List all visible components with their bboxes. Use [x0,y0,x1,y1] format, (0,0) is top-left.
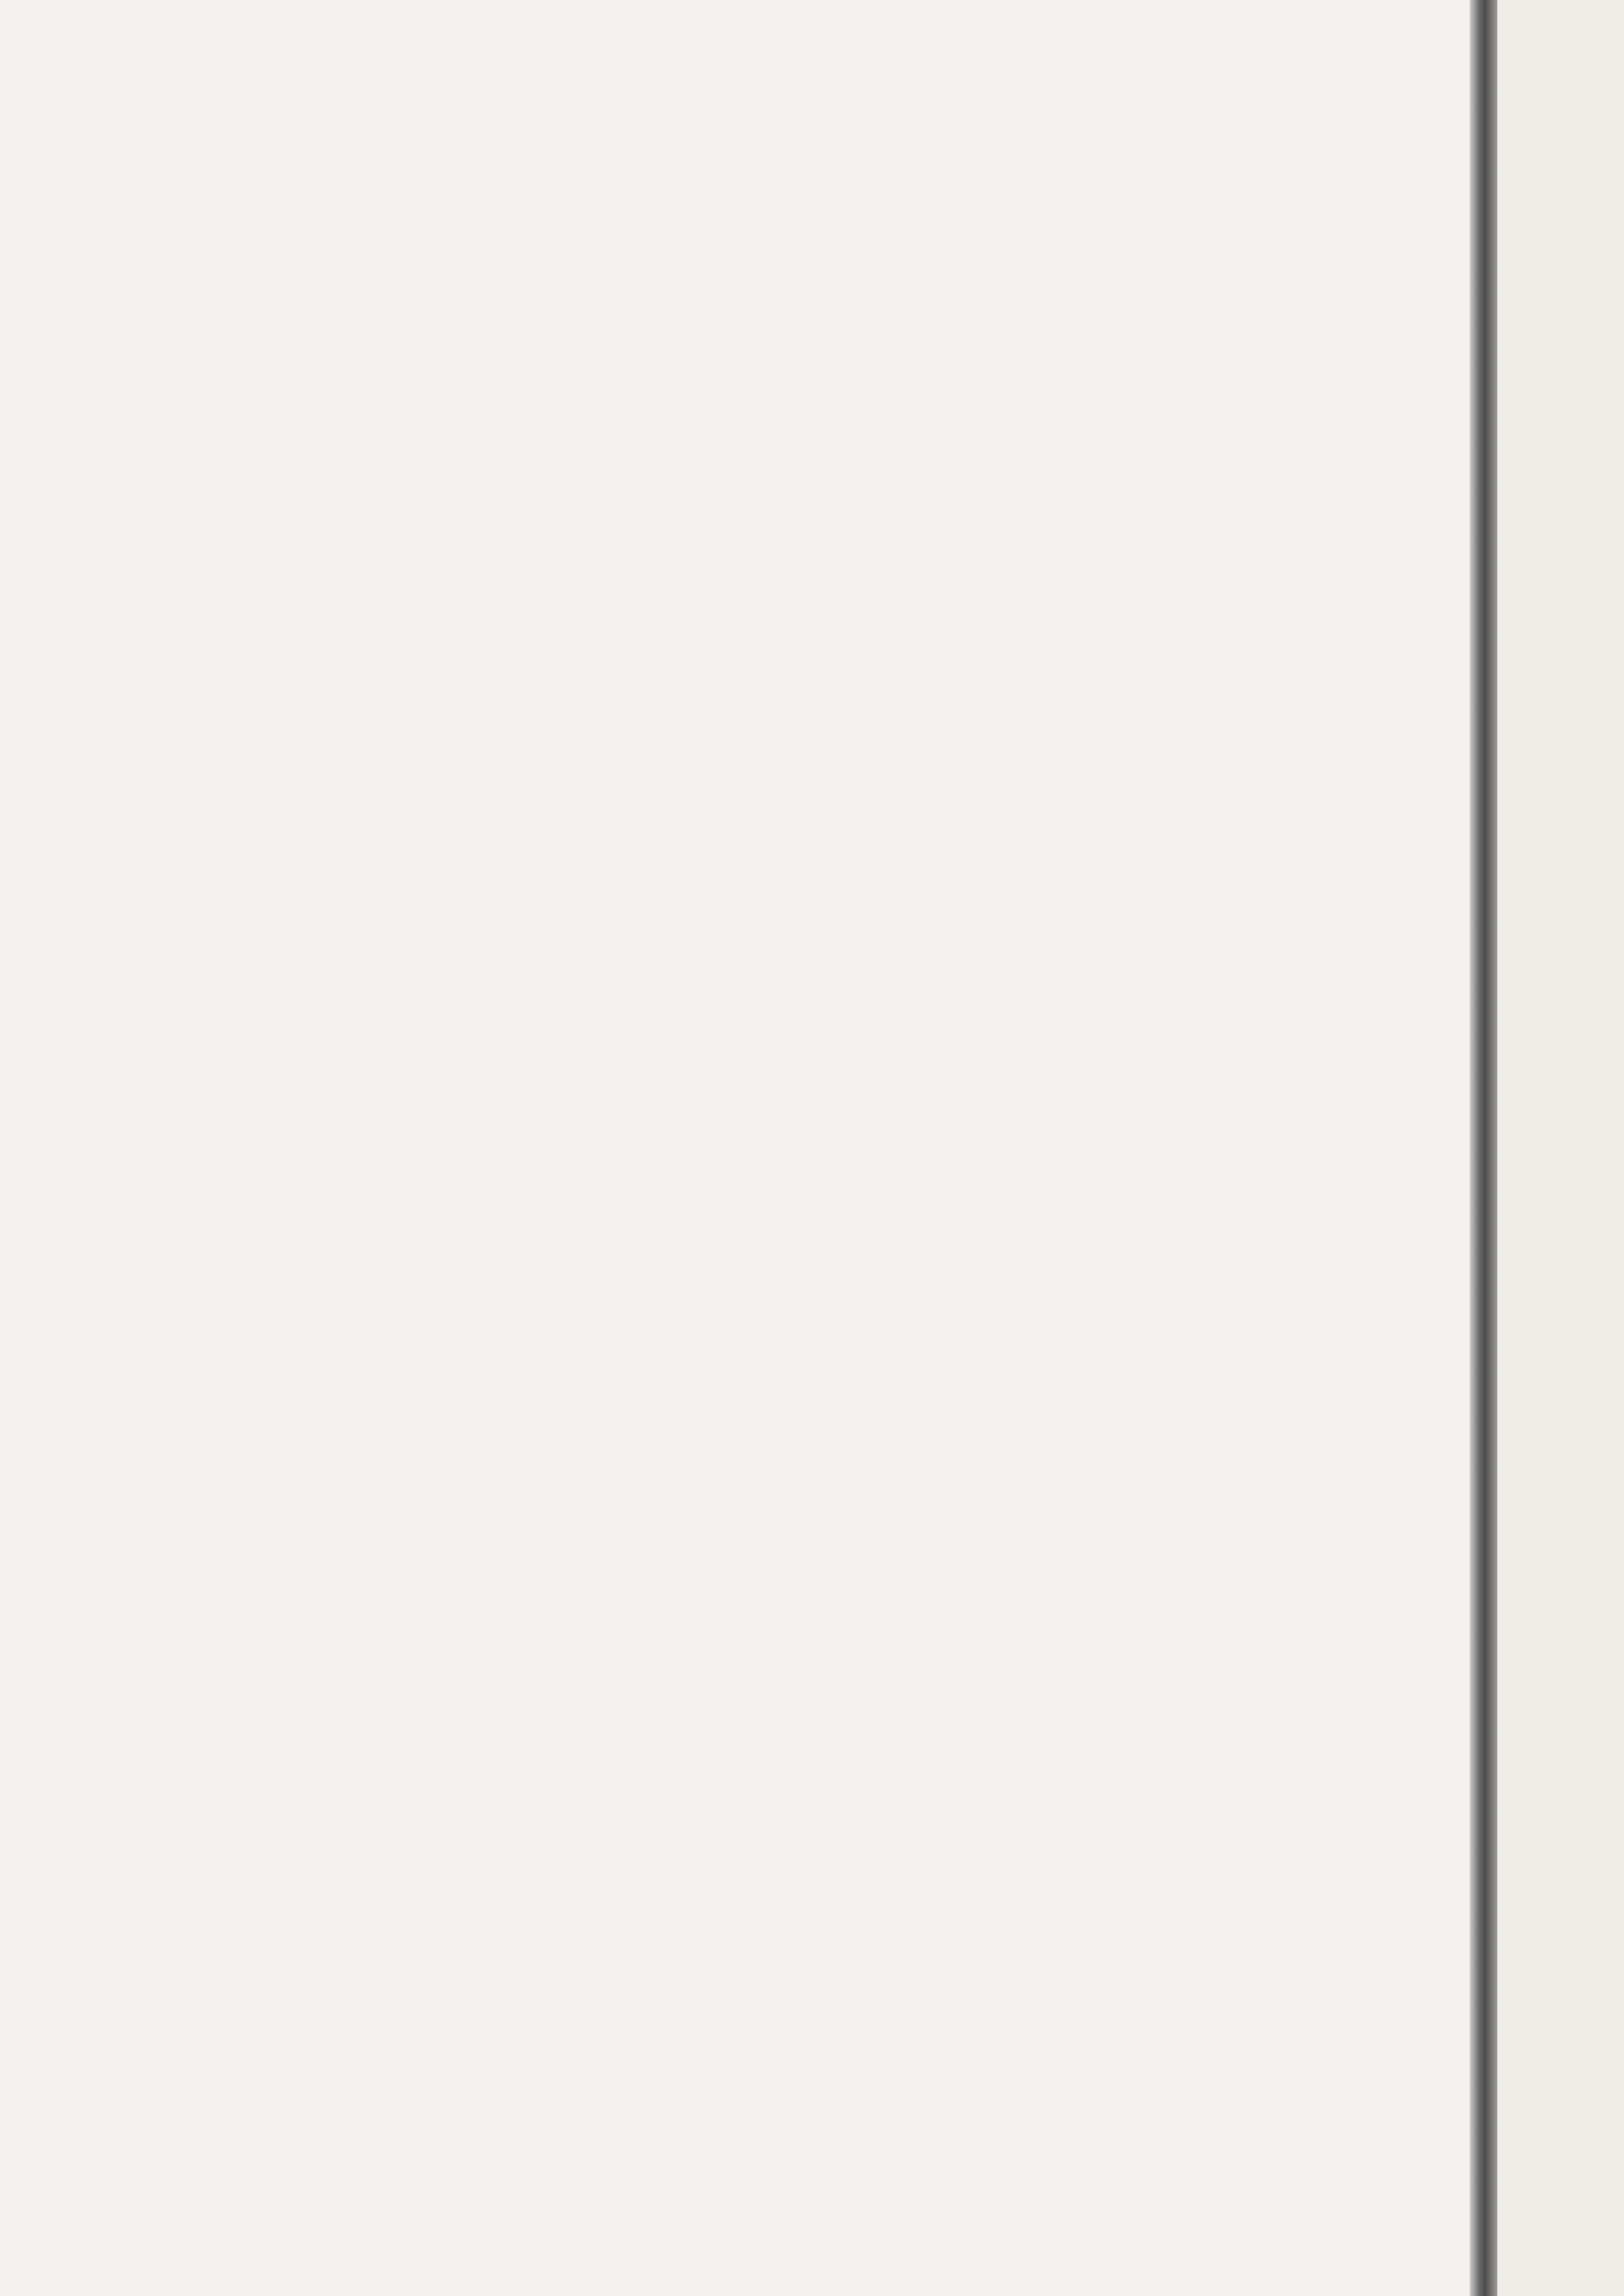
adjacent-page-lines [1497,0,1624,180]
adjacent-page-fragment [1497,0,1624,2296]
book-binding-shadow [1470,0,1497,2296]
running-header [112,110,1427,142]
